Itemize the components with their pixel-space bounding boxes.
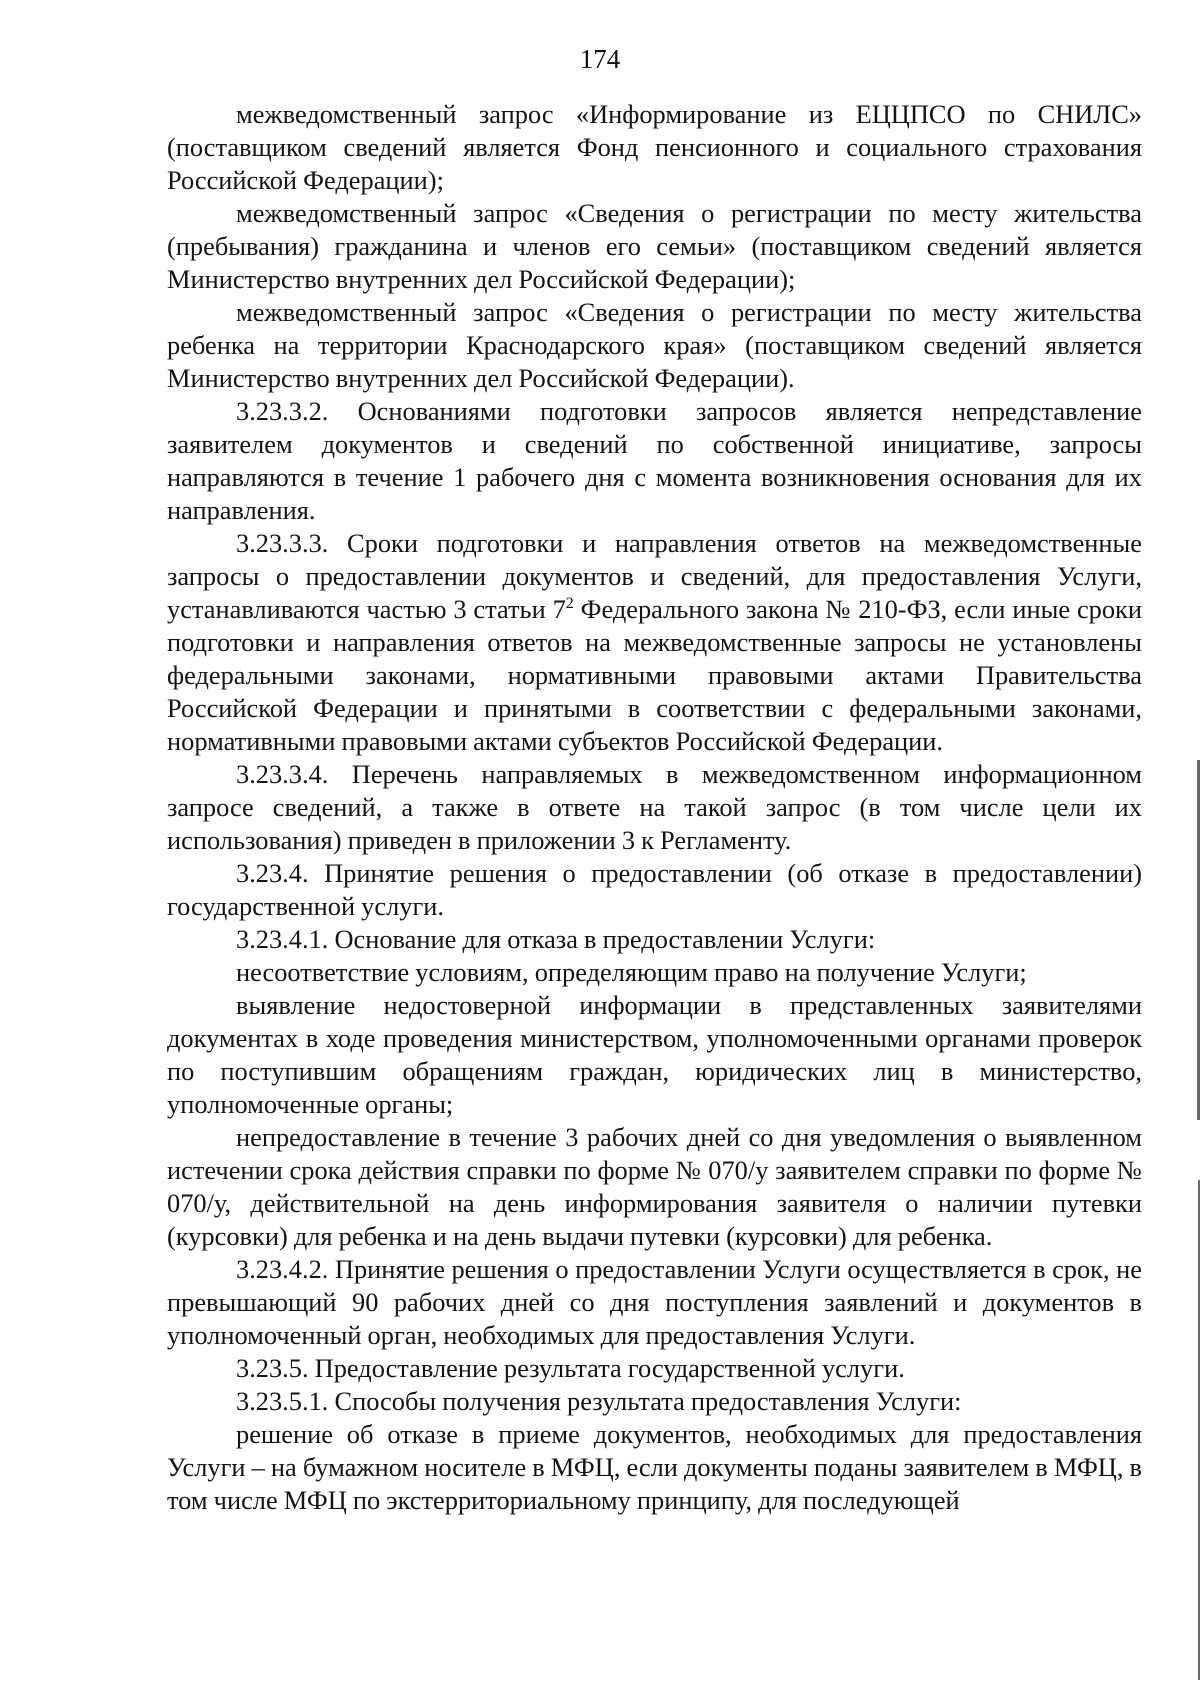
paragraph-request-snils: межведомственный запрос «Информирование из ЕЦЦПСО по СНИЛС» (поставщиком сведений является Фонд пенсионного и социального страхования Российской Федерации); xyxy=(167,99,1142,195)
paragraph-request-child-registration: межведомственный запрос «Сведения о регистрации по месту жительства ребенка на территории Краснодарского края» (поставщиком сведений является Министерство внутренних дел Российской Федерации). xyxy=(167,297,1142,393)
paragraph-3-23-4-2: 3.23.4.2. Принятие решения о предоставлении Услуги осуществляется в срок, не превышающий 90 рабочих дней со дня поступления заявлений и документов в уполномоченный орган, необходимых для предоставления Услуги. xyxy=(167,1254,1142,1350)
paragraph-refusal-nonconformity: несоответствие условиям, определяющим право на получение Услуги; xyxy=(236,957,1027,987)
paragraph-3-23-3-4: 3.23.3.4. Перечень направляемых в межведомственном информационном запросе сведений, а также в ответе на такой запрос (в том числе цели их использования) приведен в приложении 3 к Регламенту. xyxy=(167,759,1142,855)
document-body xyxy=(167,98,1142,1517)
paragraph-3-23-5-1: 3.23.5.1. Способы получения результата предоставления Услуги: xyxy=(236,1386,962,1416)
paragraph-refusal-decision: решение об отказе в приеме документов, необходимых для предоставления Услуги – на бумажном носителе в МФЦ, если документы поданы заявителем в МФЦ, в том числе МФЦ по экстерриториальному принципу, для последующей xyxy=(167,1419,1143,1515)
article-superscript: 2 xyxy=(565,595,574,613)
paragraph-3-23-3-2: 3.23.3.2. Основаниями подготовки запросов является непредставление заявителем документов и сведений по собственной инициативе, запросы направляются в течение 1 рабочего дня с момента возникновения основания для их направления. xyxy=(167,396,1142,525)
paragraph-3-23-4-1: 3.23.4.1. Основание для отказа в предоставлении Услуги: xyxy=(236,924,876,954)
paragraph-request-family-registration: межведомственный запрос «Сведения о регистрации по месту жительства (пребывания) гражданина и членов его семьи» (поставщиком сведений является Министерство внутренних дел Российской Федерации); xyxy=(167,198,1142,294)
paragraph-3-23-4: 3.23.4. Принятие решения о предоставлении (об отказе в предоставлении) государственной услуги. xyxy=(167,858,1142,921)
paragraph-3-23-3-3 xyxy=(167,527,1142,758)
paragraph-refusal-false-information: выявление недостоверной информации в представленных заявителями документах в ходе проведения министерством, уполномоченными органами проверок по поступившим обращениям граждан, юридических лиц в министерство, уполномоченные органы; xyxy=(167,990,1142,1119)
paragraph-3-23-3-3-text-start: 3.23.3.3. Сроки подготовки и направления ответов на межведомственные запросы о предоставлении документов и сведений, для предоставления Услуги, устанавливаются частью 3 статьи 7 xyxy=(167,528,1142,624)
page-number: 174 xyxy=(579,44,621,74)
paragraph-refusal-certificate: непредоставление в течение 3 рабочих дней со дня уведомления о выявленном истечении срока действия справки по форме № 070/у заявителем справки по форме № 070/у, действительной на день информирования заявителя о наличии путевки (курсовки) для ребенка и на день выдачи путевки (курсовки) для ребенка. xyxy=(167,1122,1142,1251)
paragraph-3-23-3-3-text-end: Федерального закона № 210-ФЗ, если иные сроки подготовки и направления ответов на межведомственные запросы не установлены федеральными законами, нормативными правовыми актами Правительства Российской Федерации и принятыми в соответствии с федеральными законами, нормативными правовыми актами субъектов Российской Федерации. xyxy=(167,594,1142,756)
paragraph-3-23-5: 3.23.5. Предоставление результата государственной услуги. xyxy=(236,1353,905,1383)
